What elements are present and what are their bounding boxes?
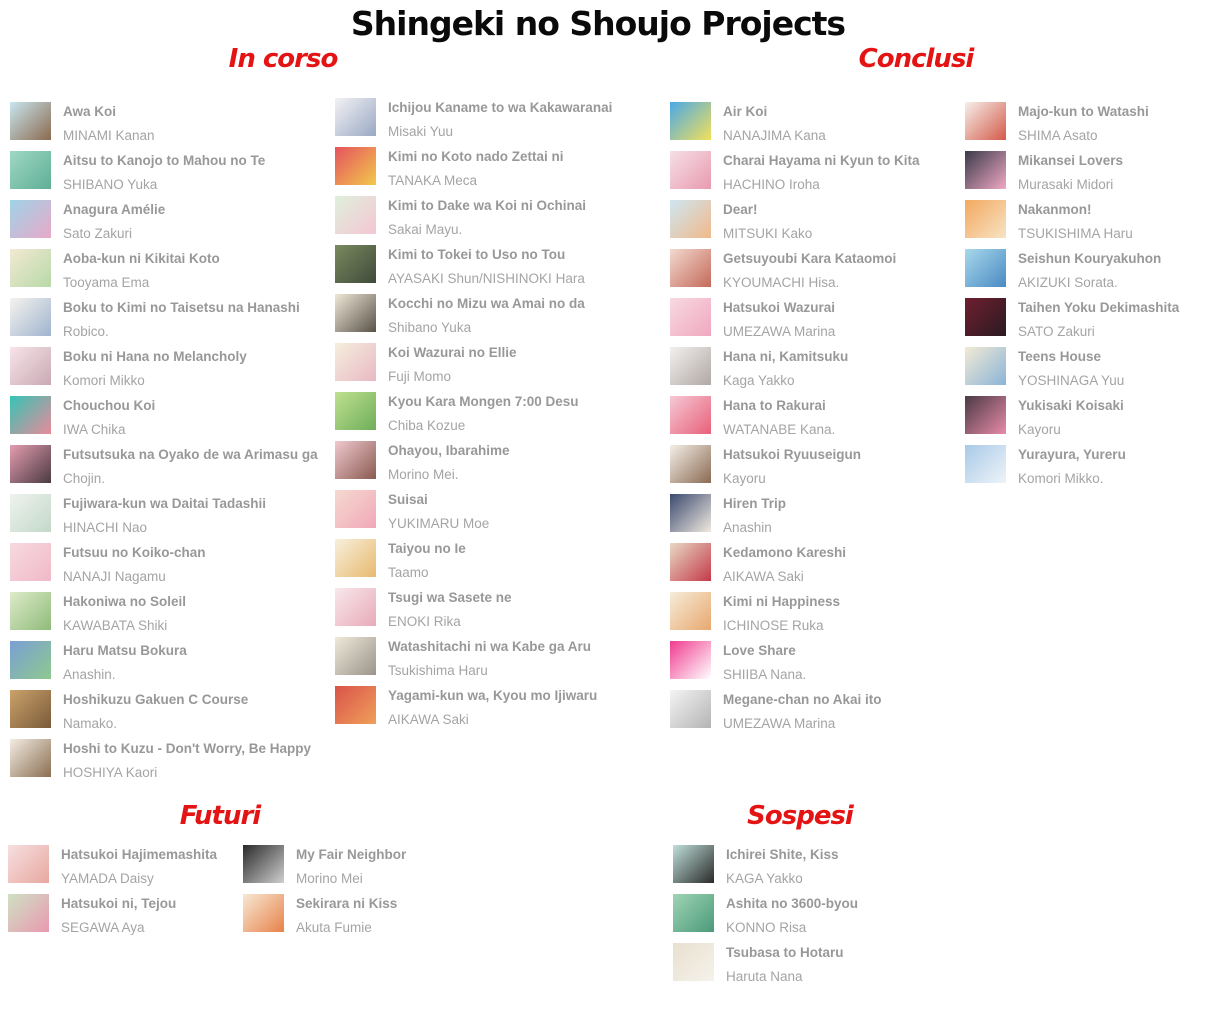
list-item-text [63,247,220,295]
list-item [335,537,635,586]
cover-thumbnail[interactable] [243,894,284,932]
list-item [965,149,1227,198]
section-header-in-corso: In corso [228,44,338,74]
conclusi-column-2 [965,100,1227,492]
cover-thumbnail[interactable] [670,592,711,630]
list-item [10,345,332,394]
cover-thumbnail[interactable] [10,347,51,385]
section-header-sospesi: Sospesi [747,801,853,831]
list-item-text [1018,296,1179,344]
project-title-link[interactable]: Tsugi wa Sasete ne [388,590,512,605]
cover-thumbnail[interactable] [10,739,51,777]
list-item-text [726,892,858,940]
in-corso-column-2 [335,96,635,733]
list-item [670,492,960,541]
cover-thumbnail[interactable] [335,441,376,479]
cover-thumbnail[interactable] [670,445,711,483]
project-title-link[interactable]: Hiren Trip [723,496,787,511]
cover-thumbnail[interactable] [10,592,51,630]
author-name: UMEZAWA Marina [723,716,836,731]
list-item-text [388,292,585,340]
list-item [10,247,332,296]
project-title-link[interactable]: Awa Koi [63,104,117,119]
author-name: Taamo [388,565,429,580]
list-item [670,688,960,737]
list-item-text [61,892,176,940]
author-name: Tooyama Ema [63,275,150,290]
cover-thumbnail[interactable] [965,396,1006,434]
project-title-link[interactable]: Fujiwara-kun wa Daitai Tadashii [63,496,267,511]
list-item [335,439,635,488]
list-item-text [723,688,882,736]
author-name: NANAJI Nagamu [63,569,166,584]
project-title-link[interactable]: Seishun Kouryakuhon [1018,251,1162,266]
project-title-link[interactable]: Taihen Yoku Dekimashita [1018,300,1180,315]
author-name: Komori Mikko. [1018,471,1104,486]
list-item-text [723,394,835,442]
cover-thumbnail[interactable] [10,641,51,679]
list-item [673,941,963,990]
cover-thumbnail[interactable] [335,343,376,381]
author-name: ENOKI Rika [388,614,461,629]
cover-thumbnail[interactable] [965,200,1006,238]
list-item-text [388,194,586,242]
list-item [10,100,332,149]
list-item-text [63,590,186,638]
list-item [670,198,960,247]
list-item-text [723,100,826,148]
cover-thumbnail[interactable] [10,690,51,728]
list-item [10,443,332,492]
cover-thumbnail[interactable] [335,147,376,185]
author-name: Chojin. [63,471,106,486]
project-title-link[interactable]: Yukisaki Koisaki [1018,398,1124,413]
list-item [335,243,635,292]
cover-thumbnail[interactable] [965,102,1006,140]
project-title-link[interactable]: Hana ni, Kamitsuku [723,349,849,364]
cover-thumbnail[interactable] [335,588,376,626]
project-title-link[interactable]: Suisai [388,492,428,507]
author-name: TSUKISHIMA Haru [1018,226,1133,241]
author-name: ICHINOSE Ruka [723,618,824,633]
list-item [670,590,960,639]
list-item [10,639,332,688]
list-item [670,394,960,443]
list-item-text [388,635,591,683]
author-name: Sato Zakuri [63,226,133,241]
author-name: AKIZUKI Sorata. [1018,275,1118,290]
list-item [673,892,963,941]
cover-thumbnail[interactable] [335,637,376,675]
project-title-link[interactable]: Yagami-kun wa, Kyou mo Ijiwaru [388,688,598,703]
author-name: Anashin [723,520,772,535]
project-title-link[interactable]: Tsubasa to Hotaru [726,945,844,960]
project-title-link[interactable]: Kimi ni Happiness [723,594,841,609]
list-item [670,345,960,394]
project-title-link[interactable]: Kimi to Tokei to Uso no Tou [388,247,566,262]
cover-thumbnail[interactable] [670,543,711,581]
author-name: MINAMI Kanan [63,128,155,143]
cover-thumbnail[interactable] [335,686,376,724]
author-name: Fuji Momo [388,369,452,384]
author-name: Akuta Fumie [296,920,372,935]
list-item [335,586,635,635]
list-item-text [63,100,155,148]
cover-thumbnail[interactable] [8,894,49,932]
list-item-text [63,492,266,540]
author-name: MITSUKI Kako [723,226,813,241]
author-name: AYASAKI Shun/NISHINOKI Hara [388,271,585,286]
cover-thumbnail[interactable] [670,249,711,287]
cover-thumbnail[interactable] [965,445,1006,483]
cover-thumbnail[interactable] [10,200,51,238]
cover-thumbnail[interactable] [335,490,376,528]
list-item-text [296,843,406,891]
author-name: SATO Zakuri [1018,324,1095,339]
list-item [10,737,332,786]
cover-thumbnail[interactable] [673,894,714,932]
project-title-link[interactable]: Yurayura, Yureru [1018,447,1126,462]
project-title-link[interactable]: My Fair Neighbor [296,847,407,862]
project-title-link[interactable]: Chouchou Koi [63,398,156,413]
project-title-link[interactable]: Hakoniwa no Soleil [63,594,187,609]
cover-thumbnail[interactable] [670,641,711,679]
list-item [10,198,332,247]
author-name: NANAJIMA Kana [723,128,826,143]
project-title-link[interactable]: Ashita no 3600-byou [726,896,859,911]
in-corso-column-1 [10,100,332,786]
section-header-futuri: Futuri [179,801,261,831]
list-item-text [63,541,206,589]
project-title-link[interactable]: Ichijou Kaname to wa Kakawaranai [388,100,613,115]
list-item-text [388,145,564,193]
list-item-text [1018,394,1124,442]
list-item-text [1018,345,1124,393]
list-item [670,247,960,296]
list-item [335,341,635,390]
list-item [10,492,332,541]
author-name: Namako. [63,716,118,731]
project-title-link[interactable]: Hatsukoi ni, Tejou [61,896,177,911]
cover-thumbnail[interactable] [670,690,711,728]
list-item-text [726,941,844,989]
author-name: AIKAWA Saki [723,569,804,584]
project-title-link[interactable]: Hatsukoi Wazurai [723,300,836,315]
cover-thumbnail[interactable] [965,347,1006,385]
project-title-link[interactable]: Koi Wazurai no Ellie [388,345,517,360]
cover-thumbnail[interactable] [10,445,51,483]
cover-thumbnail[interactable] [335,294,376,332]
list-item-text [63,688,248,736]
list-item-text [723,443,861,491]
list-item-text [723,590,840,638]
author-name: YAMADA Daisy [61,871,154,886]
author-name: Anashin. [63,667,116,682]
list-item [670,296,960,345]
list-item [965,443,1227,492]
project-title-link[interactable]: Charai Hayama ni Kyun to Kita [723,153,920,168]
project-title-link[interactable]: Kimi no Koto nado Zettai ni [388,149,564,164]
list-item [10,149,332,198]
author-name: Sakai Mayu. [388,222,463,237]
list-item [10,590,332,639]
project-title-link[interactable]: Kocchi no Mizu wa Amai no da [388,296,585,311]
cover-thumbnail[interactable] [335,196,376,234]
list-item [10,541,332,590]
author-name: Misaki Yuu [388,124,454,139]
page-title: Shingeki no Shoujo Projects [350,4,846,43]
project-title-link[interactable]: Kedamono Kareshi [723,545,847,560]
list-item-text [63,296,300,344]
cover-thumbnail[interactable] [670,298,711,336]
list-item [335,145,635,194]
project-title-link[interactable]: Love Share [723,643,796,658]
list-item-text [726,843,839,891]
author-name: Kayoru [1018,422,1061,437]
list-item-text [63,149,265,197]
list-item [670,541,960,590]
author-name: Morino Mei [296,871,363,886]
project-title-link[interactable]: Sekirara ni Kiss [296,896,398,911]
cover-thumbnail[interactable] [673,845,714,883]
list-item-text [63,443,318,491]
cover-thumbnail[interactable] [670,200,711,238]
cover-thumbnail[interactable] [335,245,376,283]
cover-thumbnail[interactable] [965,249,1006,287]
list-item [965,296,1227,345]
project-title-link[interactable]: Majo-kun to Watashi [1018,104,1149,119]
list-item [243,843,475,892]
list-item-text [388,96,612,144]
cover-thumbnail[interactable] [335,392,376,430]
project-title-link[interactable]: Hatsukoi Ryuuseigun [723,447,862,462]
cover-thumbnail[interactable] [10,298,51,336]
list-item-text [388,537,466,585]
list-item-text [723,639,806,687]
list-item-text [1018,100,1149,148]
author-name: Chiba Kozue [388,418,466,433]
list-item [670,443,960,492]
project-title-link[interactable]: Hana to Rakurai [723,398,826,413]
author-name: Tsukishima Haru [388,663,488,678]
list-item [243,892,475,941]
project-title-link[interactable]: Aitsu to Kanojo to Mahou no Te [63,153,266,168]
author-name: Komori Mikko [63,373,145,388]
author-name: HOSHIYA Kaori [63,765,158,780]
project-title-link[interactable]: Ichirei Shite, Kiss [726,847,839,862]
author-name: IWA Chika [63,422,126,437]
cover-thumbnail[interactable] [10,494,51,532]
project-title-link[interactable]: Air Koi [723,104,768,119]
project-title-link[interactable]: Teens House [1018,349,1102,364]
list-item-text [388,439,510,487]
futuri-column-1 [8,843,240,941]
author-name: HINACHI Nao [63,520,148,535]
author-name: Murasaki Midori [1018,177,1114,192]
list-item-text [723,345,848,393]
author-name: AIKAWA Saki [388,712,469,727]
author-name: YOSHINAGA Yuu [1018,373,1125,388]
author-name: SHIBANO Yuka [63,177,158,192]
author-name: Morino Mei. [388,467,459,482]
cover-thumbnail[interactable] [8,845,49,883]
project-title-link[interactable]: Hoshikuzu Gakuen C Course [63,692,249,707]
project-title-link[interactable]: Taiyou no Ie [388,541,466,556]
list-item [673,843,963,892]
project-title-link[interactable]: Megane-chan no Akai ito [723,692,882,707]
project-title-link[interactable]: Haru Matsu Bokura [63,643,187,658]
sospesi-column-1 [673,843,963,990]
author-name: UMEZAWA Marina [723,324,836,339]
list-item [8,892,240,941]
project-title-link[interactable]: Mikansei Lovers [1018,153,1124,168]
list-item-text [723,541,846,589]
list-item [335,390,635,439]
cover-thumbnail[interactable] [335,539,376,577]
list-item [335,635,635,684]
list-item-text [1018,149,1123,197]
list-item-text [61,843,217,891]
cover-thumbnail[interactable] [965,298,1006,336]
list-item-text [723,296,835,344]
project-title-link[interactable]: Kyou Kara Mongen 7:00 Desu [388,394,579,409]
cover-thumbnail[interactable] [243,845,284,883]
cover-thumbnail[interactable] [670,396,711,434]
list-item-text [1018,443,1126,491]
author-name: Shibano Yuka [388,320,472,335]
list-item [670,639,960,688]
project-title-link[interactable]: Kimi to Dake wa Koi ni Ochinai [388,198,587,213]
list-item-text [388,488,489,536]
author-name: WATANABE Kana. [723,422,836,437]
author-name: KONNO Risa [726,920,807,935]
list-item-text [63,345,247,393]
list-item-text [63,394,155,442]
project-title-link[interactable]: Hatsukoi Hajimemashita [61,847,218,862]
list-item-text [388,341,517,389]
list-item [10,394,332,443]
cover-thumbnail[interactable] [10,249,51,287]
list-item [335,292,635,341]
futuri-column-2 [243,843,475,941]
project-title-link[interactable]: Boku to Kimi no Taisetsu na Hanashi [63,300,300,315]
author-name: KYOUMACHI Hisa. [723,275,840,290]
project-title-link[interactable]: Futsuu no Koiko-chan [63,545,206,560]
cover-thumbnail[interactable] [670,102,711,140]
list-item-text [723,149,920,197]
cover-thumbnail[interactable] [965,151,1006,189]
cover-thumbnail[interactable] [10,396,51,434]
project-title-link[interactable]: Dear! [723,202,758,217]
list-item [10,688,332,737]
project-title-link[interactable]: Futsutsuka na Oyako de wa Arimasu ga [63,447,318,462]
cover-thumbnail[interactable] [10,151,51,189]
author-name: Kayoru [723,471,766,486]
project-title-link[interactable]: Hoshi to Kuzu - Don't Worry, Be Happy [63,741,311,756]
cover-thumbnail[interactable] [335,98,376,136]
project-title-link[interactable]: Nakanmon! [1018,202,1092,217]
list-item [335,96,635,145]
cover-thumbnail[interactable] [670,151,711,189]
list-item [335,684,635,733]
author-name: Haruta Nana [726,969,803,984]
cover-thumbnail[interactable] [10,102,51,140]
author-name: KAGA Yakko [726,871,803,886]
project-title-link[interactable]: Watashitachi ni wa Kabe ga Aru [388,639,592,654]
author-name: SEGAWA Aya [61,920,145,935]
author-name: Kaga Yakko [723,373,795,388]
list-item-text [63,198,165,246]
project-title-link[interactable]: Ohayou, Ibarahime [388,443,510,458]
list-item [965,198,1227,247]
section-header-conclusi: Conclusi [858,44,974,74]
list-item-text [723,198,812,246]
list-item [965,247,1227,296]
cover-thumbnail[interactable] [10,543,51,581]
conclusi-column-1 [670,100,960,737]
list-item [335,488,635,537]
project-title-link[interactable]: Boku ni Hana no Melancholy [63,349,247,364]
list-item-text [388,684,597,732]
list-item [965,345,1227,394]
cover-thumbnail[interactable] [670,347,711,385]
list-item-text [63,639,187,687]
project-title-link[interactable]: Getsuyoubi Kara Kataomoi [723,251,897,266]
list-item-text [63,737,311,785]
list-item-text [388,390,579,438]
author-name: TANAKA Meca [388,173,478,188]
cover-thumbnail[interactable] [670,494,711,532]
list-item-text [388,243,585,291]
list-item [670,149,960,198]
author-name: Robico. [63,324,109,339]
author-name: YUKIMARU Moe [388,516,490,531]
author-name: KAWABATA Shiki [63,618,168,633]
list-item-text [723,247,896,295]
author-name: HACHINO Iroha [723,177,820,192]
list-item-text [1018,198,1133,246]
author-name: SHIIBA Nana. [723,667,807,682]
list-item-text [723,492,786,540]
list-item [335,194,635,243]
list-item [10,296,332,345]
list-item-text [296,892,397,940]
list-item [965,100,1227,149]
project-title-link[interactable]: Aoba-kun ni Kikitai Koto [63,251,220,266]
project-title-link[interactable]: Anagura Amélie [63,202,166,217]
list-item [8,843,240,892]
cover-thumbnail[interactable] [673,943,714,981]
list-item-text [388,586,512,634]
list-item [670,100,960,149]
list-item [965,394,1227,443]
list-item-text [1018,247,1161,295]
author-name: SHIMA Asato [1018,128,1098,143]
